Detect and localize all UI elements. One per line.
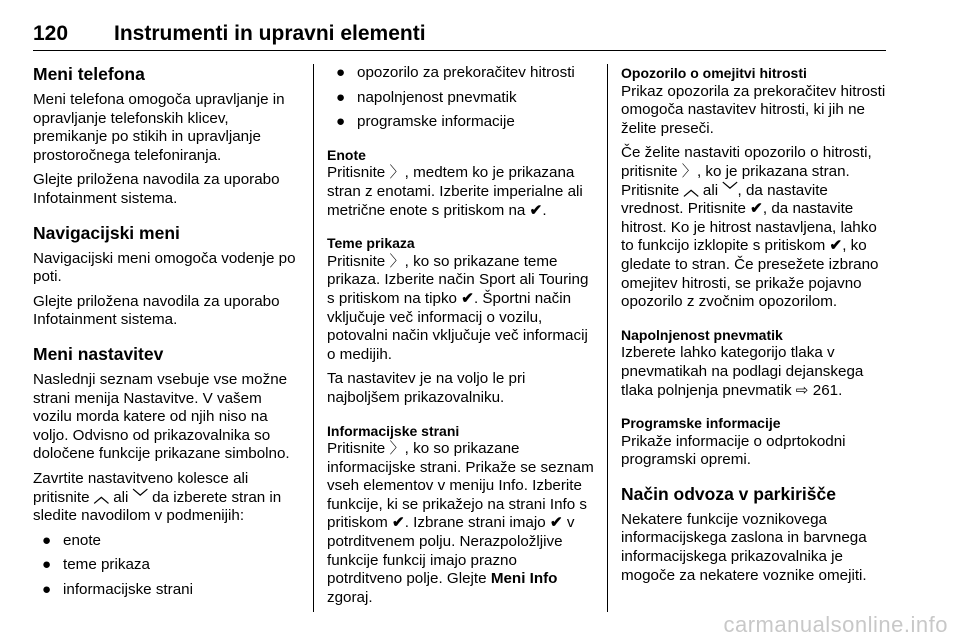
paragraph: Navigacijski meni omogoča vodenje po poti. bbox=[33, 249, 296, 286]
list-item: ● informacijske strani bbox=[42, 580, 193, 598]
page-header bbox=[33, 22, 886, 50]
list-item: ● napolnjenost pnevmatik bbox=[336, 88, 517, 106]
chevron-up-icon: ︿ bbox=[683, 181, 699, 199]
chevron-right-icon: 〉 bbox=[389, 440, 405, 458]
heading-napolnjenost-pnevmatik: Napolnjenost pnevmatik bbox=[621, 326, 783, 343]
paragraph: Ta nastavitev je na voljo le pri najboljšem prikazovalniku. bbox=[327, 370, 526, 406]
paragraph: Pritisnite 〉, medtem ko je prikazana stran z enotami. Izberite imperialne ali metrične enote s pritiskom na ✔. bbox=[327, 164, 583, 219]
bullet-icon: ● bbox=[336, 113, 346, 131]
settings-list-cont bbox=[327, 64, 595, 132]
bullet-icon: ● bbox=[42, 556, 52, 574]
cross-reference-link[interactable]: Meni Info bbox=[490, 570, 558, 588]
paragraph: Izberete lahko kategorijo tlaka v pnevmatikah na podlagi dejanskega tlaka polnjenja pnevmatik ⇨ 261. bbox=[621, 344, 864, 399]
heading-opozorilo-hitrosti: Opozorilo o omejitvi hitrosti bbox=[621, 65, 807, 81]
page-reference-icon: ⇨ bbox=[795, 381, 809, 399]
paragraph: Glejte priložena navodila za uporabo Infotainment sistema. bbox=[33, 292, 280, 329]
chevron-right-icon: 〉 bbox=[681, 162, 697, 180]
list-item: ● enote bbox=[42, 531, 102, 549]
paragraph: Če želite nastaviti opozorilo o hitrosti, pritisnite 〉, ko je prikazana stran. Pritisnite ︿ ali ﹀, da nastavite vrednost. Pritisnite ✔, da nastavite hitrost. Ko je hitrost nastavljena, lahko to funkcijo izklopite s pritiskom ✔, ko gledate to stran. Če presežete izbrano omejitev hitrosti, se prikaže pojavno opozorilo z zvočnim opozorilom. bbox=[621, 144, 879, 311]
header-rule bbox=[33, 50, 886, 51]
paragraph: Nekatere funkcije voznikovega informacijskega zaslona in barvnega informacijskega prikazovalnika je mogoče za nekatere voznike omejiti. bbox=[621, 510, 867, 584]
paragraph: Prikaže informacije o odprtokodni programski opremi. bbox=[621, 432, 846, 469]
bullet-icon: ● bbox=[336, 64, 346, 81]
list-item: ● teme prikaza bbox=[42, 556, 150, 574]
column-divider bbox=[607, 64, 608, 612]
watermark: carmanualsonline.info bbox=[723, 612, 948, 637]
heading-meni-nastavitev: Meni nastavitev bbox=[33, 343, 164, 364]
chevron-down-icon: ﹀ bbox=[722, 181, 738, 199]
column-middle bbox=[327, 64, 595, 613]
column-right bbox=[621, 64, 887, 591]
checkmark-icon: ✔ bbox=[529, 201, 543, 219]
bullet-icon: ● bbox=[42, 531, 52, 549]
paragraph: Glejte priložena navodila za uporabo Infotainment sistema. bbox=[33, 171, 280, 207]
chevron-right-icon: 〉 bbox=[389, 164, 405, 182]
paragraph: Zavrtite nastavitveno kolesce ali pritisnite ︿ ali ﹀ da izberete stran in sledite navodilom v podmenijih: bbox=[33, 469, 282, 525]
chevron-right-icon: 〉 bbox=[389, 252, 405, 270]
checkmark-icon: ✔ bbox=[461, 289, 474, 307]
page-title: Instrumenti in upravni elementi bbox=[114, 22, 426, 45]
paragraph: Pritisnite 〉, ko so prikazane teme prikaza. Izberite način Sport ali Touring s pritiskom na tipko ✔. Športni način vključuje več informacij o vozilu, potovalni način vključuje več informacij o medijih. bbox=[327, 252, 589, 363]
heading-nacin-odvoza: Način odvoza v parkirišče bbox=[621, 483, 836, 504]
checkmark-icon: ✔ bbox=[750, 200, 763, 218]
page-reference[interactable]: 261. bbox=[812, 381, 843, 399]
paragraph: Naslednji seznam vsebuje vse možne strani menija Nastavitve. V vašem vozilu morda katere od njih niso na voljo. Odvisno od prikazovalnika so določene funkcije prikazane simbolno. bbox=[33, 370, 290, 463]
paragraph: Meni telefona omogoča upravljanje in opravljanje telefonskih klicev, premikanje po stikih in upravljanje prostoročnega telefoniranja. bbox=[33, 91, 285, 164]
column-left bbox=[33, 64, 299, 605]
heading-navigacijski-meni: Navigacijski meni bbox=[33, 222, 180, 243]
list-item: ● programske informacije bbox=[336, 113, 515, 131]
bullet-icon: ● bbox=[336, 88, 346, 106]
column-divider bbox=[313, 64, 314, 612]
heading-meni-telefona: Meni telefona bbox=[33, 64, 145, 84]
chevron-up-icon: ︿ bbox=[93, 488, 109, 506]
paragraph: Pritisnite 〉, ko so prikazane informacijske strani. Prikaže se seznam vseh elementov v meniju Info. Izberite funkcije, ki se prikažejo na strani Info s pritiskom ✔. Izbrane strani imajo ✔ v potrditvenem polju. Nerazpoložljive funkcije funkcij imajo prazno potrditveno polje. Glejte Meni Info zgoraj. bbox=[327, 440, 594, 606]
checkmark-icon: ✔ bbox=[829, 237, 843, 255]
checkmark-icon: ✔ bbox=[549, 514, 563, 532]
settings-list bbox=[33, 532, 299, 600]
checkmark-icon: ✔ bbox=[392, 514, 405, 532]
chevron-down-icon: ﹀ bbox=[132, 488, 148, 506]
page-number: 120 bbox=[33, 22, 69, 45]
list-item: ● opozorilo za prekoračitev hitrosti bbox=[336, 64, 575, 81]
paragraph: Prikaz opozorila za prekoračitev hitrosti omogoča nastavitev hitrosti, ki jih ne želite preseči. bbox=[621, 82, 886, 137]
heading-programske-informacije: Programske informacije bbox=[621, 415, 781, 432]
heading-teme-prikaza: Teme prikaza bbox=[327, 235, 415, 252]
bullet-icon: ● bbox=[42, 580, 52, 598]
heading-enote: Enote bbox=[327, 146, 366, 163]
heading-informacijske-strani: Informacijske strani bbox=[327, 422, 460, 439]
